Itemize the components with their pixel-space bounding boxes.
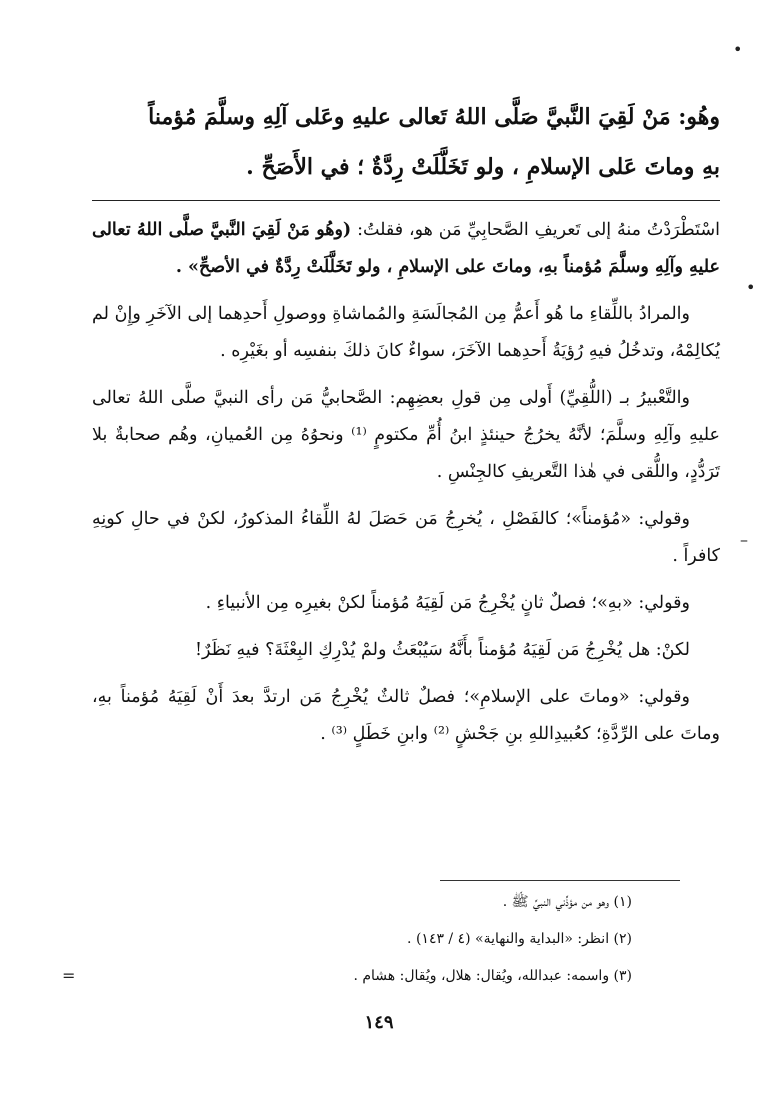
margin-dot: • — [733, 40, 743, 59]
paragraph: والتَّعْبيرُ بـ (اللُّقِيِّ) أَولى مِن قولِ بعضِهِم: الصَّحابيُّ مَن رأى النبيَّ صلَّى اللهُ تعالى عليهِ وآلِهِ وسلَّمَ؛ لأنَّهُ يخرُجُ حينئذٍ ابنُ أُمِّ مكتومٍ ⁽¹⁾ ونحوُهُ مِن العُميانِ، وهُم صحابةٌ بلا تَرَدُّدٍ، واللُّقى في هٰذا التَّعريفِ كالجِنْسِ . — [92, 388, 720, 482]
page-number: ١٤٩ — [364, 1012, 394, 1033]
quoted-matn: (وهُو مَنْ لَقِيَ النَّبيَّ صلَّى اللهُ تعالى عليهِ وآلِهِ وسلَّمَ مُؤمناً بهِ، وماتَ على الإسلامِ ، ولو تَخَلَّلَتْ رِدَّةٌ في الأصحِّ» . — [92, 220, 720, 277]
margin-mark: = — [62, 966, 76, 985]
section-divider — [92, 200, 720, 201]
margin-dot: • — [746, 278, 756, 297]
footnotes — [92, 884, 632, 995]
footnote: (٢) انظر: «البداية والنهاية» (٤ / ١٤٣) . — [407, 931, 632, 947]
footnote-divider — [440, 880, 680, 881]
paragraph: والمرادُ باللِّقاءِ ما هُو أَعمُّ مِن المُجالَسَةِ والمُماشاةِ ووصولِ أَحدِهما إلى الآخَرِ وإِنْ لم يُكالِمْهُ، وتدخُلُ فيهِ رُؤيَةُ أَحدِهما الآخَرَ، سواءٌ كانَ ذلكَ بنفسِه أو بغَيْرِه . — [92, 304, 720, 361]
footnote: (٣) واسمه: عبدالله، ويُقال: هلال، ويُقال: هشام . — [353, 968, 632, 984]
paragraph: لكنْ: هل يُخْرِجُ مَن لَقِيَهُ مُؤمناً بأَنَّهُ سَيُبْعَثُ ولمْ يُدْرِكِ البِعْثَةَ؟ فيهِ نَظَرٌ! — [195, 640, 690, 660]
matn-line: بهِ وماتَ عَلى الإسلامِ ، ولو تَخَلَّلَتْ رِدَّةٌ ؛ في الأَصَحِّ . — [246, 154, 720, 180]
paragraph: وقولي: «وماتَ على الإسلامِ»؛ فصلٌ ثالثٌ يُخْرِجُ مَن ارتدَّ بعدَ أَنْ لَقِيَهُ مُؤمناً بهِ، وماتَ على الرِّدَّةِ؛ كعُبيدِاللهِ بنِ جَحْشٍ ⁽²⁾ وابنِ خَطَلٍ ⁽³⁾ . — [92, 687, 720, 744]
matn-text — [92, 92, 720, 192]
paragraph-text: اسْتَطْرَدْتُ منهُ إلى تَعريفِ الصَّحابِيِّ مَن هو، فقلتُ: — [357, 220, 720, 240]
commentary-text — [92, 212, 720, 763]
footnote: (١) وهو من مؤذِّني النبيِّ ﷺ . — [502, 894, 632, 910]
paragraph — [92, 212, 720, 286]
paragraph: وقولي: «بهِ»؛ فصلٌ ثانٍ يُخْرِجُ مَن لَقِيَهُ مُؤمناً لكنْ بغيرِه مِن الأنبياءِ . — [205, 593, 690, 613]
margin-dot: – — [740, 530, 748, 549]
matn-line: وهُو: مَنْ لَقِيَ النَّبيَّ صَلَّى اللهُ تَعالى عليهِ وعَلى آلِهِ وسلَّمَ مُؤمناً — [148, 104, 720, 130]
paragraph: وقولي: «مُؤمناً»؛ كالفَصْلِ ، يُخرِجُ مَن حَصَلَ لهُ اللِّقاءُ المذكورُ، لكنْ في حالِ كونِهِ كافراً . — [92, 509, 720, 566]
